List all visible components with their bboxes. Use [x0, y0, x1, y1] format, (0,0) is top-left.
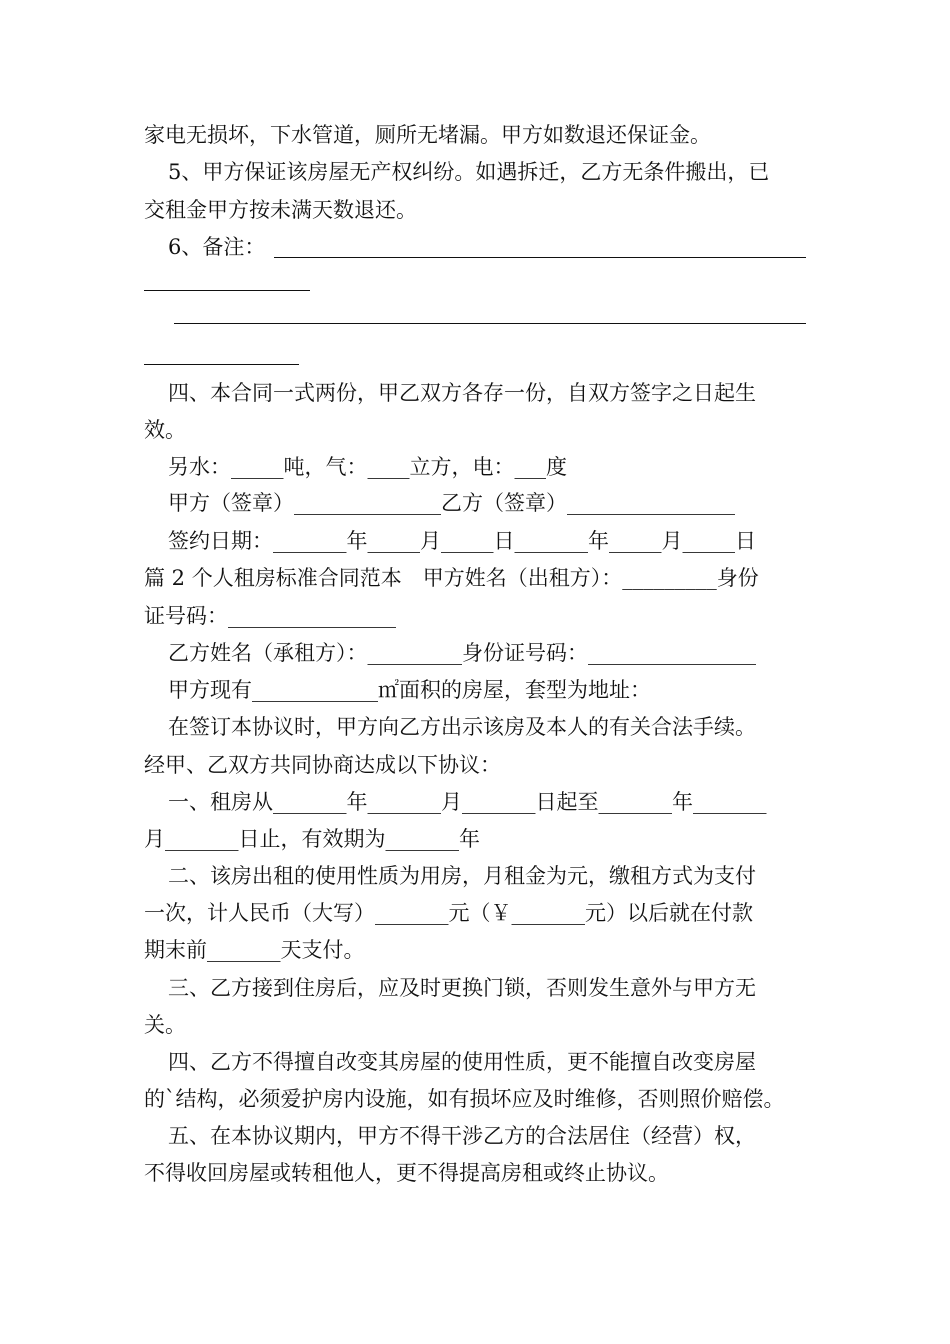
article-2-line-2: 一次，计人民币（大写）_______元（￥_______元）以后就在付款 [144, 901, 753, 925]
article-2-line-1: 二、该房出租的使用性质为用房，月租金为元，缴租方式为支付 [168, 864, 756, 888]
section-4-line-2: 效。 [144, 418, 186, 442]
remarks-label: 6、备注： [168, 235, 266, 259]
article-3-line-2: 关。 [144, 1013, 186, 1037]
property-area-line: 甲方现有____________㎡面积的房屋，套型为地址： [168, 678, 651, 702]
article-5-line-2: 不得收回房屋或转租他人，更不得提高房租或终止协议。 [144, 1161, 669, 1185]
section-4-line-1: 四、本合同一式两份，甲乙双方各存一份，自双方签字之日起生 [168, 381, 756, 405]
template-2-heading: 篇 2 个人租房标准合同范本 甲方姓名（出租方）：_________身份 [144, 566, 759, 590]
utilities-line: 另水：_____吨，气：____立方，电：___度 [168, 455, 567, 479]
intro-line-1: 在签订本协议时，甲方向乙方出示该房及本人的有关合法手续。 [168, 715, 756, 739]
article-4-line-1: 四、乙方不得擅自改变其房屋的使用性质，更不能擅自改变房屋 [168, 1050, 756, 1074]
text-line: 家电无损坏，下水管道，厕所无堵漏。甲方如数退还保证金。 [144, 123, 711, 147]
sign-date-line: 签约日期：_______年_____月_____日_______年_____月_____日 [168, 529, 756, 553]
remarks-blank-line [144, 364, 299, 365]
article-1-line-2: 月_______日止，有效期为_______年 [144, 827, 480, 851]
signature-line: 甲方（签章）______________乙方（签章）________________ [168, 491, 735, 515]
article-5-line-1: 五、在本协议期内，甲方不得干涉乙方的合法居住（经营）权， [168, 1124, 756, 1148]
clause-5-line-1: 5、甲方保证该房屋无产权纠纷。如遇拆迁，乙方无条件搬出，已 [168, 160, 770, 184]
clause-5-line-2: 交租金甲方按未满天数退还。 [144, 198, 417, 222]
article-3-line-1: 三、乙方接到住房后，应及时更换门锁，否则发生意外与甲方无 [168, 976, 756, 1000]
remarks-blank-line [144, 290, 310, 291]
id-number-line: 证号码：________________ [144, 604, 396, 628]
article-1-line-1: 一、租房从_______年_______月_______日起至_______年_______ [168, 790, 767, 814]
remarks-blank-line [174, 323, 806, 324]
tenant-line: 乙方姓名（承租方）：_________身份证号码：________________ [168, 641, 756, 665]
remarks-blank-line [274, 257, 806, 258]
article-4-line-2: 的`结构，必须爱护房内设施，如有损坏应及时维修，否则照价赔偿。 [144, 1087, 785, 1111]
article-2-line-3: 期末前_______天支付。 [144, 938, 365, 962]
intro-line-2: 经甲、乙双方共同协商达成以下协议： [144, 753, 501, 777]
